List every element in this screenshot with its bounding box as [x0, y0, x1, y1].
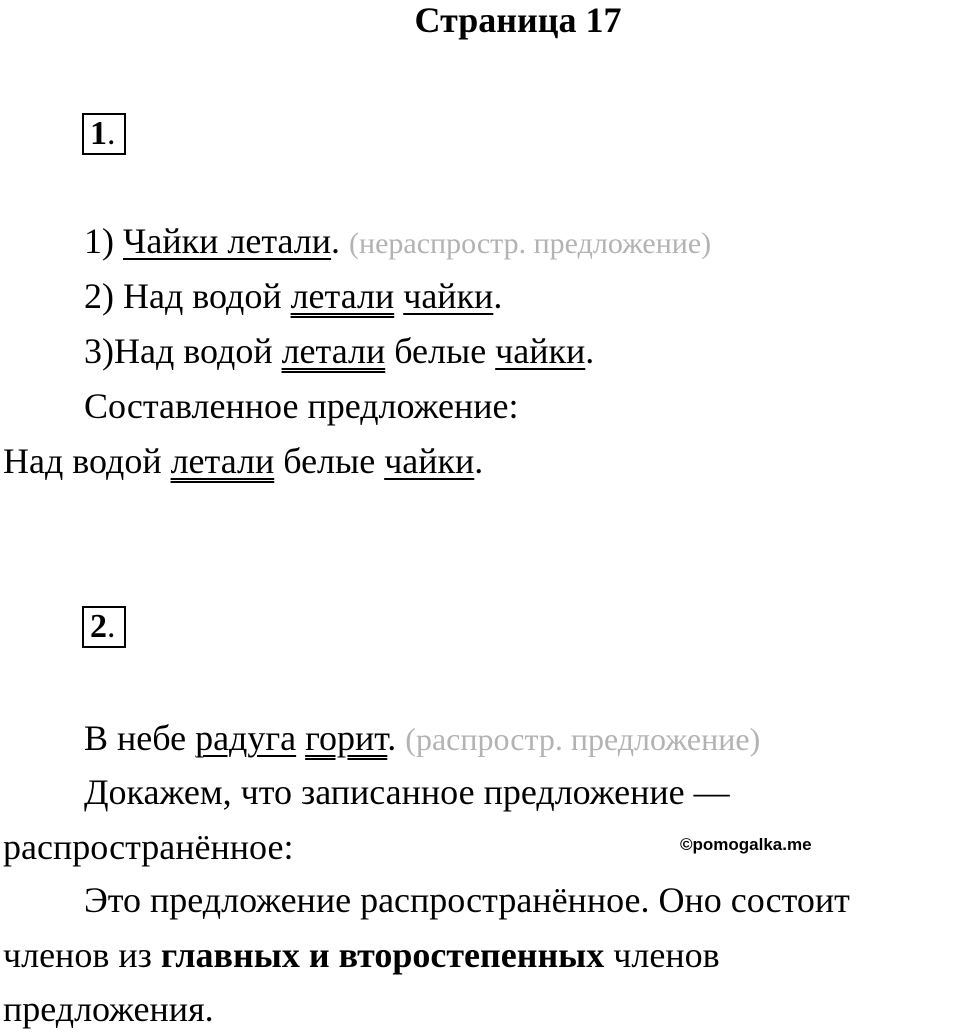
task-1-line-1-dot: . [331, 221, 341, 261]
task-1-line-5-dot: . [474, 441, 484, 481]
task-2-line-1-subject: радуга [195, 718, 297, 758]
task-2-line-5-prefix: членов из [3, 935, 161, 975]
task-1-line-2-subject: чайки [403, 276, 494, 316]
page-title: Страница 17 [414, 0, 622, 40]
task-1-number: 1. [82, 113, 126, 155]
task-1-line-5-subject: чайки [384, 441, 475, 481]
task-1-line-2-dot: . [493, 276, 503, 316]
task-2-line-1-predicate: горит [305, 718, 388, 758]
task-1-line-2 [84, 275, 502, 317]
task-2-line-3: распространённое: [3, 827, 294, 867]
task-2-line-1-note: (распростр. предложение) [405, 721, 761, 757]
task-2-number: 2. [82, 606, 126, 648]
task-1-line-1-underlined: Чайки летали [123, 221, 332, 261]
task-1-line-5 [3, 440, 483, 482]
task-1-line-2-space [394, 276, 403, 316]
task-1-line-3-dot: . [585, 331, 595, 371]
task-2-line-2: Докажем, что записанное предложение — [84, 772, 730, 812]
task-1-line-3-middle: белые [385, 331, 496, 371]
watermark: ©pomogalka.me [680, 835, 812, 854]
task-2-line-1-dot: . [387, 718, 397, 758]
task-1-line-3-subject: чайки [495, 331, 586, 371]
task-1-line-1 [84, 220, 711, 265]
task-2-line-1-prefix: В небе [84, 718, 196, 758]
task-2-line-4: Это предложение распространённое. Оно состоит [84, 880, 850, 920]
task-1-line-1-prefix: 1) [84, 221, 123, 261]
task-1-number-value: 1 [90, 115, 107, 152]
task-2-line-5-bold: главных и второстепенных [160, 935, 605, 975]
task-2-line-5-suffix: членов [604, 935, 720, 975]
task-1-line-4: Составленное предложение: [84, 386, 519, 426]
task-1-line-5-middle: белые [274, 441, 385, 481]
task-1-line-1-note: (нераспростр. предложение) [349, 227, 712, 260]
task-1-line-2-prefix: 2) Над водой [84, 276, 291, 316]
task-2-line-5 [3, 934, 720, 976]
task-1-line-2-predicate: летали [290, 276, 395, 316]
task-2-number-value: 2 [90, 608, 107, 645]
task-2-line-1 [84, 717, 760, 760]
task-1-line-3 [84, 330, 594, 372]
task-1-line-3-prefix: 3)Над водой [84, 331, 282, 371]
task-1-line-3-predicate: летали [281, 331, 386, 371]
task-2-line-1-space [296, 718, 305, 758]
task-2-line-6: предложения. [3, 989, 214, 1029]
task-1-line-5-predicate: летали [170, 441, 275, 481]
task-1-line-5-prefix: Над водой [3, 441, 171, 481]
